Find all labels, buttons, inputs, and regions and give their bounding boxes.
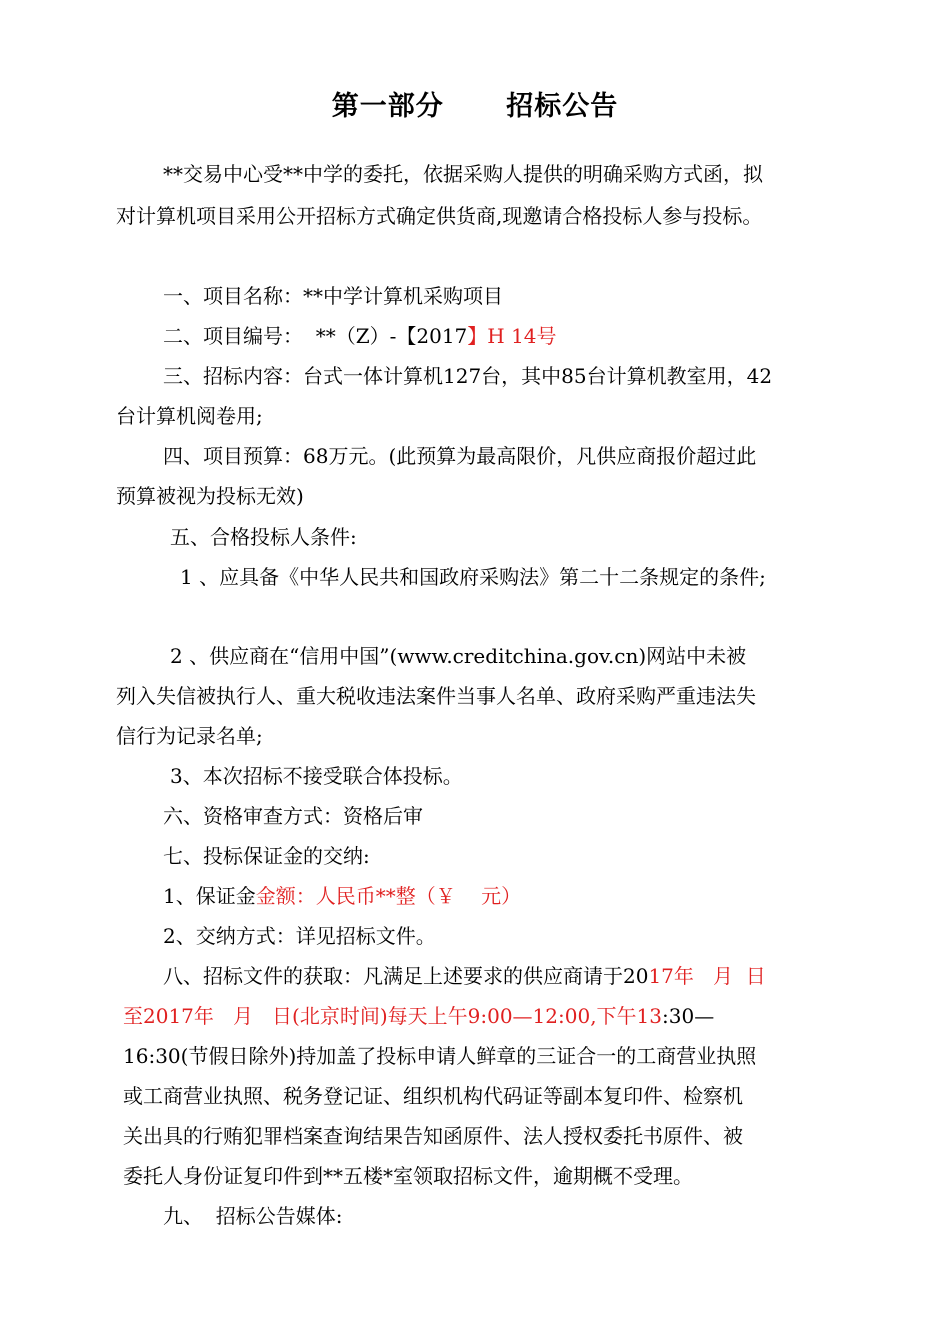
obtain-docs-line-5: 关出具的行贿犯罪档案查询结果告知函原件、法人授权委托书原件、被 <box>123 1124 743 1148</box>
bid-content-line-2: 台计算机阅卷用; <box>116 404 263 428</box>
budget-line-2: 预算被视为投标无效) <box>116 484 304 508</box>
obtain-docs-line-2 <box>123 1002 714 1030</box>
payment-method: 2、交纳方式：详见招标文件。 <box>163 924 436 948</box>
obtain-docs-line-3: 16:30(节假日除外)持加盖了投标申请人鲜章的三证合一的工商营业执照 <box>123 1044 757 1068</box>
obtain-docs-text-1: 八、招标文件的获取：凡满足上述要求的供应商请于20 <box>163 964 649 988</box>
project-name: 一、项目名称：**中学计算机采购项目 <box>163 284 503 308</box>
deposit-amount <box>163 882 521 910</box>
intro-line-2: 对计算机项目采用公开招标方式确定供货商,现邀请合格投标人参与投标。 <box>116 204 763 228</box>
obtain-docs-date-range: 至2017年 月 日(北京时间)每天上午9:00—12:00,下午13 <box>123 1004 663 1028</box>
review-method: 六、资格审查方式：资格后审 <box>163 804 423 828</box>
project-number-text: 二、项目编号： **（Z）-【2017 <box>163 324 468 348</box>
budget-line-1: 四、项目预算：68万元。(此预算为最高限价，凡供应商报价超过此 <box>163 444 757 468</box>
qualification-2-line-2: 列入失信被执行人、重大税收违法案件当事人名单、政府采购严重违法失 <box>116 684 756 708</box>
media-heading: 九、 招标公告媒体: <box>163 1204 343 1228</box>
deposit-amount-text: 1、保证金 <box>163 884 256 908</box>
qualification-2-line-3: 信行为记录名单; <box>116 724 263 748</box>
obtain-docs-date-start: 17年 月 日 <box>648 964 766 988</box>
project-number-highlight: 】H 14号 <box>467 324 557 348</box>
qualification-heading: 五、合格投标人条件: <box>170 525 357 549</box>
obtain-docs-time-end: :30— <box>662 1004 715 1028</box>
deposit-amount-highlight: 金额：人民币**整（￥ 元） <box>255 884 522 908</box>
bid-content-line-1: 三、招标内容：台式一体计算机127台，其中85台计算机教室用，42 <box>163 364 773 388</box>
obtain-docs-line-1 <box>163 962 766 990</box>
page-title: 第一部分 招标公告 <box>331 91 619 122</box>
qualification-1: 1 、应具备《中华人民共和国政府采购法》第二十二条规定的条件; <box>180 565 766 589</box>
obtain-docs-line-6: 委托人身份证复印件到**五楼*室领取招标文件，逾期概不受理。 <box>123 1164 693 1188</box>
qualification-3: 3、本次招标不接受联合体投标。 <box>170 764 463 788</box>
project-number <box>163 322 557 350</box>
obtain-docs-line-4: 或工商营业执照、税务登记证、组织机构代码证等副本复印件、检察机 <box>123 1084 743 1108</box>
intro-line-1: **交易中心受**中学的委托，依据采购人提供的明确采购方式函，拟 <box>163 162 763 186</box>
deposit-heading: 七、投标保证金的交纳: <box>163 844 370 868</box>
qualification-2-line-1: 2 、供应商在“信用中国”(www.creditchina.gov.cn)网站中未被 <box>170 644 747 668</box>
